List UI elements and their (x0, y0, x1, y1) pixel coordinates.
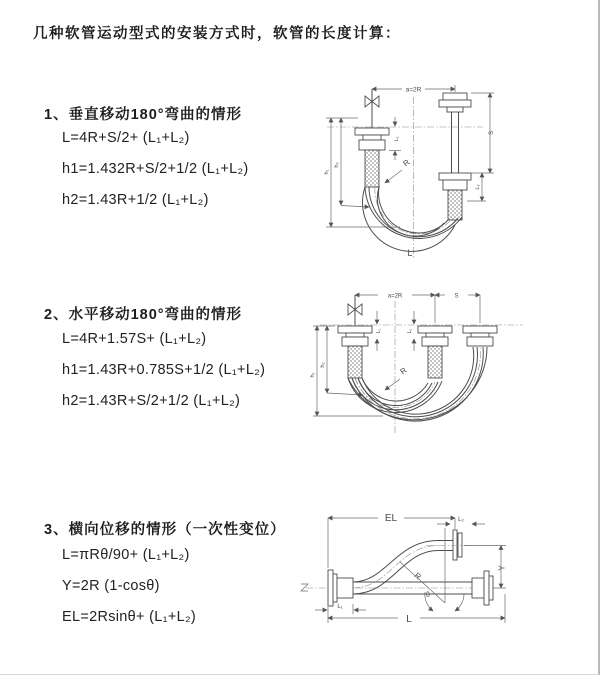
dim-label-h1: h₁ (310, 372, 316, 378)
diagram-lateral-displacement (298, 498, 598, 653)
section3-formula-EL: EL=2Rsinθ+ (L₁+L₂) (62, 609, 197, 625)
dim-L (328, 594, 505, 625)
dim-label-h2: h₂ (320, 362, 326, 368)
dim-l2 (407, 311, 414, 351)
section1-formula-h2: h2=1.43R+1/2 (L₁+L₂) (62, 192, 209, 208)
diagram-horizontal-180-bend (305, 283, 570, 453)
section3-heading: 3、横向位移的情形（一次性变位） (44, 522, 286, 538)
hose-u-bend-position2 (348, 347, 487, 421)
dim-label-h2: h₂ (334, 162, 340, 168)
section2-formula-h2: h2=1.43R+S/2+1/2 (L₁+L₂) (62, 393, 241, 409)
right-fitting (463, 326, 497, 346)
right-flange (472, 571, 493, 605)
valve-icon (348, 295, 362, 326)
dim-a2r (372, 85, 455, 94)
dim-label-a2r: a=2R (387, 293, 403, 300)
dim-label-a2r: a=2R (405, 86, 422, 94)
left-flange (328, 570, 353, 606)
dim-label-l2: L₂ (458, 517, 464, 523)
dim-l1 (389, 117, 401, 160)
dim-label-l2: L₂ (475, 184, 481, 190)
dim-label-y: Y (497, 565, 507, 571)
dim-label-l2: L₂ (407, 328, 413, 334)
dim-label-el: EL (384, 513, 398, 524)
dim-label-s: S (454, 293, 459, 300)
dim-a2r (355, 294, 435, 300)
dim-label-L: L (407, 248, 413, 258)
radius-callout (385, 366, 409, 390)
dim-label-r: R (412, 570, 423, 582)
dim-label-h1: h₁ (324, 169, 330, 175)
braided-hose-left (365, 150, 379, 187)
dim-label-l1: L₁ (394, 136, 400, 142)
middle-fitting (418, 326, 452, 378)
section1-heading: 1、垂直移动180°弯曲的情形 (44, 107, 243, 123)
dim-l1 (315, 604, 366, 614)
dim-l1 (376, 311, 382, 351)
section2-formula-L: L=4R+1.57S+ (L₁+L₂) (62, 331, 207, 347)
dim-s (471, 93, 495, 173)
dim-label-s: S (489, 130, 495, 136)
dim-label-l1: L₁ (376, 328, 382, 334)
dim-label-theta: θ (426, 592, 430, 599)
hose-u-bend (363, 187, 462, 251)
braided-hose-left (348, 346, 362, 378)
right-fitting (439, 93, 471, 220)
hose-s-curve (353, 541, 438, 595)
dim-label-l1: L₁ (337, 604, 343, 610)
section1-formula-L: L=4R+S/2+ (L₁+L₂) (62, 130, 190, 146)
diagram-vertical-180-bend (305, 75, 535, 270)
dim-s (435, 294, 480, 324)
left-fitting (355, 128, 389, 187)
section3-formula-L: L=πRθ/90+ (L₁+L₂) (62, 547, 190, 563)
section2-heading: 2、水平移动180°弯曲的情形 (44, 307, 243, 323)
section3-formula-Y: Y=2R (1-cosθ) (62, 578, 160, 594)
displaced-flange (426, 530, 476, 560)
dim-label-L: L (406, 614, 412, 625)
dim-label-r: R (401, 157, 412, 169)
centerline-break-icon (301, 584, 308, 591)
left-fitting (338, 326, 372, 378)
page-title: 几种软管运动型式的安装方式时，软管的长度计算： (33, 26, 401, 42)
dim-label-r: R (398, 365, 409, 377)
braided-hose-middle (428, 346, 442, 378)
section2-formula-h1: h1=1.43R+0.785S+1/2 (L₁+L₂) (62, 362, 266, 378)
braided-hose-right (448, 190, 462, 220)
radius-callout (385, 158, 412, 183)
section1-formula-h1: h1=1.432R+S/2+1/2 (L₁+L₂) (62, 161, 249, 177)
valve-icon (365, 89, 379, 128)
